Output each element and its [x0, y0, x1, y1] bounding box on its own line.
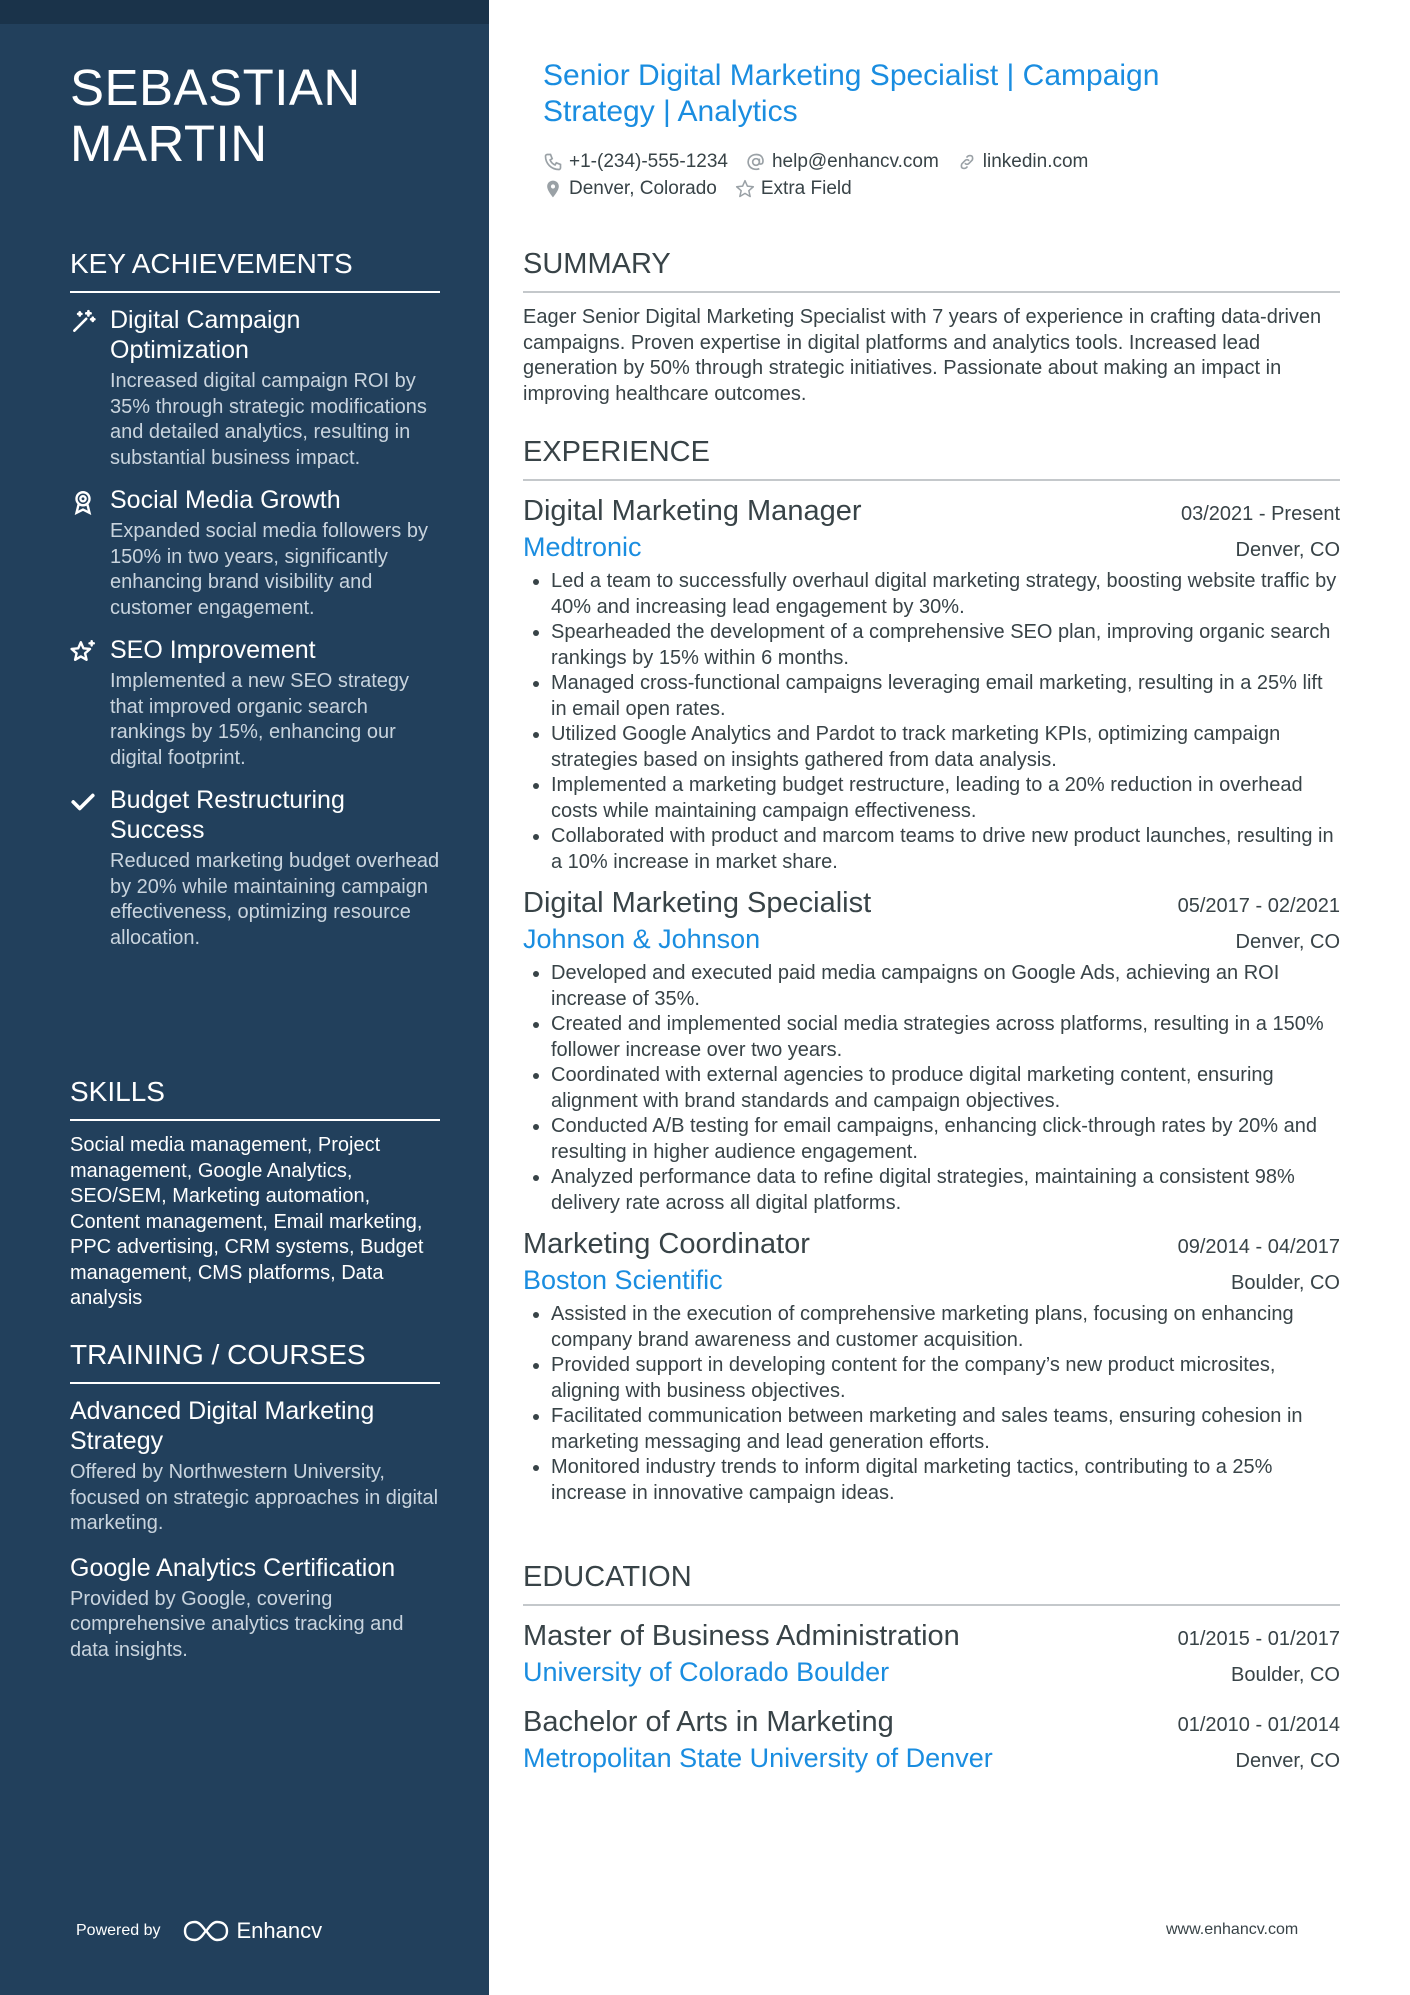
- course-description: Provided by Google, covering comprehensive analytics tracking and data insights.: [70, 1587, 404, 1661]
- school-name: Metropolitan State University of Denver: [523, 1743, 993, 1773]
- job-title: Digital Marketing Manager: [523, 495, 862, 527]
- summary-heading: SUMMARY: [523, 247, 1340, 293]
- checkmark-icon: [70, 789, 96, 815]
- sidebar-top-bar: [0, 0, 489, 24]
- key-achievements-section: [70, 247, 440, 965]
- job-bullet: • Developed and executed paid media campaigns on Google Ads, achieving an ROI increase of 35%.: [551, 961, 1340, 1012]
- course-title: Google Analytics Certification: [70, 1553, 396, 1582]
- skills-section: [70, 1075, 440, 1312]
- achievement-title: Budget Restructuring Success: [110, 786, 345, 844]
- skills-heading: SKILLS: [70, 1075, 440, 1121]
- job-bullet: • Conducted A/B testing for email campaigns, enhancing click-through rates by 20% and resulting in higher audience engagement.: [551, 1114, 1340, 1165]
- star-icon: [735, 179, 755, 199]
- education-entry: [523, 1618, 1340, 1690]
- job-bullet: • Facilitated communication between marketing and sales teams, ensuring cohesion in marketing messaging and lead generation efforts.: [551, 1404, 1340, 1455]
- magic-wand-icon: [70, 309, 96, 335]
- job-title: Marketing Coordinator: [523, 1228, 810, 1260]
- job-entry: [523, 493, 1340, 875]
- at-sign-icon: [746, 152, 766, 172]
- job-bullet: • Provided support in developing content for the company’s new product microsites, aligning with business objectives.: [551, 1353, 1340, 1404]
- school-location: Denver, CO: [1235, 1750, 1340, 1772]
- job-bullet: • Collaborated with product and marcom teams to drive new product launches, resulting in a 10% increase in market share.: [551, 824, 1340, 875]
- job-company: Boston Scientific: [523, 1265, 723, 1295]
- job-bullet: • Implemented a marketing budget restructure, leading to a 20% reduction in overhead costs while maintaining campaign effectiveness.: [551, 773, 1340, 824]
- job-title: Digital Marketing Specialist: [523, 887, 872, 919]
- headline: Senior Digital Marketing Specialist | Campaign Strategy | Analytics: [543, 59, 1160, 128]
- job-bullets: [523, 1302, 1340, 1506]
- candidate-name: SEBASTIAN MARTIN: [70, 59, 361, 172]
- enhancv-brand-name: Enhancv: [236, 1918, 323, 1943]
- link-icon: [957, 152, 977, 172]
- education-dates: 01/2010 - 01/2014: [1177, 1714, 1340, 1736]
- education-section: [523, 1560, 1340, 1790]
- sidebar: [0, 0, 489, 1995]
- contact-info: [543, 148, 1263, 202]
- location-text: Denver, Colorado: [569, 177, 717, 199]
- achievement-title: SEO Improvement: [110, 636, 316, 664]
- course-item: [70, 1396, 440, 1537]
- email-text: help@enhancv.com: [771, 150, 939, 172]
- experience-section: [523, 435, 1340, 1516]
- job-bullet: • Analyzed performance data to refine digital strategies, maintaining a consistent 98% delivery rate across all digital platforms.: [551, 1165, 1340, 1216]
- achievement-item: [70, 635, 440, 771]
- summary-text: Eager Senior Digital Marketing Specialist with 7 years of experience in crafting data-driven campaigns. Proven expertise in digital platforms and analytics tools. Increased lead generation by 50% through strategic initiatives. Passionate about making an impact in improving healthcare outcomes.: [523, 306, 1322, 405]
- school-name: University of Colorado Boulder: [523, 1657, 890, 1687]
- footer-url[interactable]: www.enhancv.com: [1166, 1921, 1299, 1938]
- key-achievements-heading: KEY ACHIEVEMENTS: [70, 247, 440, 293]
- job-location: Denver, CO: [1235, 539, 1340, 561]
- phone-icon: [543, 152, 563, 172]
- training-heading: TRAINING / COURSES: [70, 1338, 440, 1384]
- enhancv-brand[interactable]: [183, 1918, 323, 1944]
- degree-title: Bachelor of Arts in Marketing: [523, 1706, 894, 1738]
- education-heading: EDUCATION: [523, 1560, 1340, 1606]
- contact-extra: [735, 178, 852, 200]
- experience-heading: EXPERIENCE: [523, 435, 1340, 481]
- job-entry: [523, 885, 1340, 1216]
- achievement-title: Digital Campaign Optimization: [110, 306, 301, 364]
- job-bullet: • Coordinated with external agencies to produce digital marketing content, ensuring alignment with brand standards and campaign objectives.: [551, 1063, 1340, 1114]
- job-bullet: • Managed cross-functional campaigns leveraging email marketing, resulting in a 25% lift in email open rates.: [551, 671, 1340, 722]
- job-bullet: • Created and implemented social media strategies across platforms, resulting in a 150% follower increase over two years.: [551, 1012, 1340, 1063]
- location-pin-icon: [543, 179, 563, 199]
- training-section: [70, 1338, 440, 1679]
- job-bullet: • Monitored industry trends to inform digital marketing tactics, contributing to a 25% increase in innovative campaign ideas.: [551, 1455, 1340, 1506]
- job-bullets: [523, 961, 1340, 1216]
- enhancv-logo-icon: [183, 1918, 229, 1944]
- contact-location: [543, 178, 717, 200]
- skills-list: Social media management, Project management, Google Analytics, SEO/SEM, Marketing automation, Content management, Email marketing, PPC advertising, CRM systems, Budget management, CMS platforms, Data analysis: [70, 1134, 424, 1309]
- powered-by-label: Powered by: [76, 1922, 161, 1939]
- contact-phone[interactable]: [543, 151, 728, 173]
- job-company: Johnson & Johnson: [523, 924, 761, 954]
- job-bullet: • Led a team to successfully overhaul digital marketing strategy, boosting website traffic by 40% and increasing lead engagement by 30%.: [551, 569, 1340, 620]
- achievement-item: [70, 305, 440, 471]
- phone-text: +1-(234)-555-1234: [569, 150, 728, 172]
- extra-field-text: Extra Field: [760, 177, 852, 199]
- powered-by: [76, 1918, 322, 1944]
- achievement-description: Expanded social media followers by 150% in two years, significantly enhancing brand visibility and customer engagement.: [110, 520, 428, 619]
- job-dates: 05/2017 - 02/2021: [1177, 895, 1340, 917]
- education-dates: 01/2015 - 01/2017: [1177, 1628, 1340, 1650]
- job-entry: [523, 1226, 1340, 1506]
- achievement-title: Social Media Growth: [110, 486, 341, 514]
- contact-email[interactable]: [746, 151, 939, 173]
- course-description: Offered by Northwestern University, focused on strategic approaches in digital marketing.: [70, 1461, 439, 1534]
- course-title: Advanced Digital Marketing Strategy: [70, 1397, 375, 1455]
- degree-title: Master of Business Administration: [523, 1620, 960, 1652]
- linkedin-text: linkedin.com: [982, 150, 1089, 172]
- education-entry: [523, 1704, 1340, 1776]
- school-location: Boulder, CO: [1231, 1664, 1340, 1686]
- achievement-item: [70, 485, 440, 621]
- achievement-description: Increased digital campaign ROI by 35% through strategic modifications and detailed analytics, resulting in substantial business impact.: [110, 370, 427, 469]
- job-location: Denver, CO: [1235, 931, 1340, 953]
- course-item: [70, 1553, 440, 1664]
- contact-linkedin[interactable]: [957, 151, 1089, 173]
- achievement-item: [70, 785, 440, 951]
- job-bullet: • Assisted in the execution of comprehensive marketing plans, focusing on enhancing company brand awareness and customer acquisition.: [551, 1302, 1340, 1353]
- achievement-description: Implemented a new SEO strategy that improved organic search rankings by 15%, enhancing our digital footprint.: [110, 670, 410, 769]
- summary-section: [523, 247, 1340, 407]
- award-medal-icon: [70, 489, 96, 515]
- job-company: Medtronic: [523, 532, 642, 562]
- job-location: Boulder, CO: [1231, 1272, 1340, 1294]
- job-bullet: • Utilized Google Analytics and Pardot to track marketing KPIs, optimizing campaign strategies based on insights gathered from data analysis.: [551, 722, 1340, 773]
- job-bullet: • Spearheaded the development of a comprehensive SEO plan, improving organic search rankings by 15% within 6 months.: [551, 620, 1340, 671]
- job-dates: 09/2014 - 04/2017: [1177, 1236, 1340, 1258]
- job-dates: 03/2021 - Present: [1181, 503, 1340, 525]
- achievement-description: Reduced marketing budget overhead by 20% while maintaining campaign effectiveness, optimizing resource allocation.: [110, 850, 440, 949]
- star-sparkle-icon: [70, 639, 96, 665]
- job-bullets: [523, 569, 1340, 875]
